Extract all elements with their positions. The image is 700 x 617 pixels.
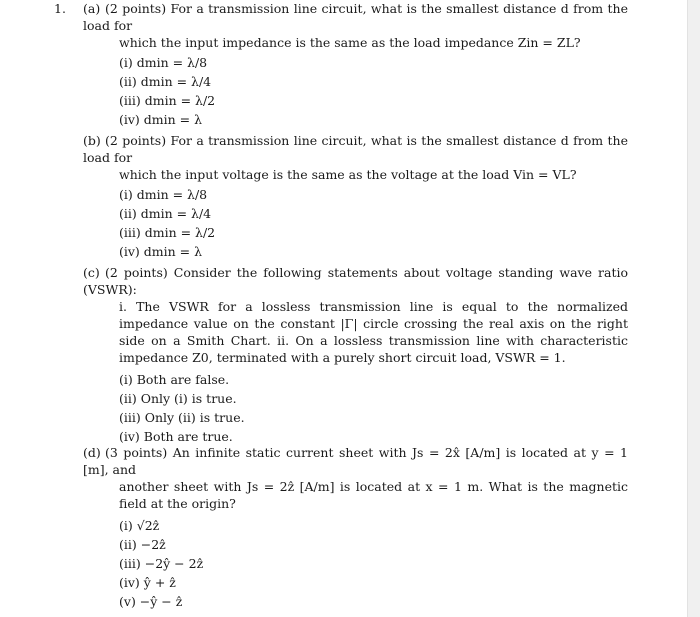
option-iv[interactable]: (iv) dmin = λ xyxy=(119,112,203,127)
part-b-label: (b) xyxy=(83,133,101,148)
part-c-stem xyxy=(83,264,628,366)
option-iii[interactable]: (iii) Only (ii) is true. xyxy=(119,410,245,425)
option-iii[interactable]: (iii) dmin = λ/2 xyxy=(119,93,216,108)
part-d xyxy=(83,444,628,609)
option-iv[interactable]: (iv) Both are true. xyxy=(119,429,233,444)
option-iii[interactable]: (iii) dmin = λ/2 xyxy=(119,225,216,240)
scrollbar-track[interactable] xyxy=(687,0,700,617)
part-c xyxy=(83,264,628,444)
part-d-label: (d) xyxy=(83,445,101,460)
option-ii[interactable]: (ii) Only (i) is true. xyxy=(119,391,237,406)
part-b-stem xyxy=(83,132,628,183)
part-a-stem xyxy=(83,0,628,51)
part-a-stem-line1: (2 points) For a transmission line circuit, what is the smallest distance d from the load for xyxy=(83,1,628,33)
part-d-stem-line1: (3 points) An infinite static current sheet with Js = 2x̂ [A/m] is located at y = 1 [m], and xyxy=(83,445,628,477)
part-c-stem-rest: i. The VSWR for a lossless transmission line is equal to the normalized impedance value on the constant |Γ| circle crossing the real axis on the right side on a Smith Chart. ii. On a lossless transmission line with characteristic impedance Z0, terminated with a purely short circuit load, VSWR = 1. xyxy=(119,299,628,365)
question-number: 1. xyxy=(54,1,66,16)
option-ii[interactable]: (ii) dmin = λ/4 xyxy=(119,206,212,221)
option-v[interactable]: (v) −ŷ − ẑ xyxy=(119,594,183,609)
part-a-label: (a) xyxy=(83,1,101,16)
part-b xyxy=(83,132,628,259)
part-d-stem xyxy=(83,444,628,512)
part-c-stem-line1: (2 points) Consider the following statements about voltage standing wave ratio (VSWR): xyxy=(83,265,628,297)
option-iv[interactable]: (iv) ŷ + ẑ xyxy=(119,575,176,590)
option-ii[interactable]: (ii) dmin = λ/4 xyxy=(119,74,212,89)
option-ii[interactable]: (ii) −2ẑ xyxy=(119,537,166,552)
part-b-stem-rest: which the input voltage is the same as the voltage at the load Vin = VL? xyxy=(119,167,577,182)
option-iv[interactable]: (iv) dmin = λ xyxy=(119,244,203,259)
option-i[interactable]: (i) dmin = λ/8 xyxy=(119,187,208,202)
option-i[interactable]: (i) dmin = λ/8 xyxy=(119,55,208,70)
part-d-stem-rest: another sheet with Js = 2ẑ [A/m] is located at x = 1 m. What is the magnetic field at the origin? xyxy=(119,479,628,511)
part-b-stem-line1: (2 points) For a transmission line circuit, what is the smallest distance d from the load for xyxy=(83,133,628,165)
option-iii[interactable]: (iii) −2ŷ − 2ẑ xyxy=(119,556,204,571)
option-i[interactable]: (i) √2ẑ xyxy=(119,518,160,533)
option-i[interactable]: (i) Both are false. xyxy=(119,372,230,387)
part-c-label: (c) xyxy=(83,265,100,280)
part-a-stem-rest: which the input impedance is the same as the load impedance Zin = ZL? xyxy=(119,35,581,50)
part-a xyxy=(83,0,628,127)
